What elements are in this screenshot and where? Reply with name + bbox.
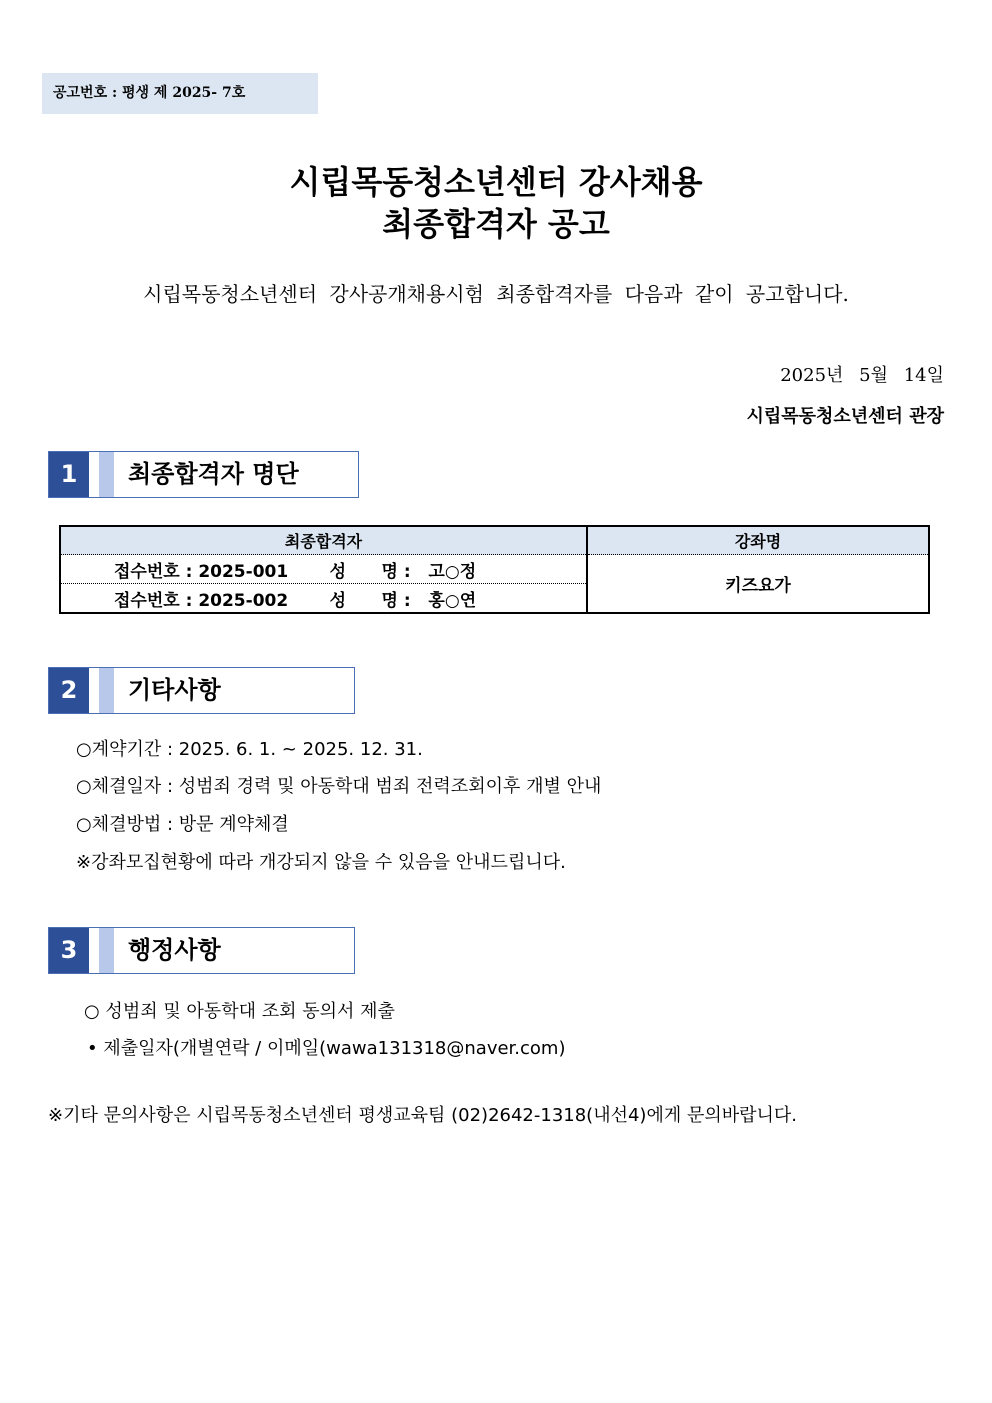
section-title: 행정사항 xyxy=(128,936,221,964)
table-row xyxy=(60,555,929,584)
applicant-cell: 접수번호 : 2025-001 성 명 : 고○정 xyxy=(60,555,587,584)
table-header-course: 강좌명 xyxy=(587,526,929,555)
notice-number: 공고번호 : 평생 제 2025- 7호 xyxy=(42,73,318,114)
section-number: 3 xyxy=(49,928,89,973)
section-header-1 xyxy=(48,451,359,498)
section-number: 1 xyxy=(49,452,89,497)
notice-date: 2025년 5월 14일 xyxy=(780,365,944,386)
section-accent-bar xyxy=(99,668,114,713)
contact-footer: ※기타 문의사항은 시립목동청소년센터 평생교육팀 (02)2642-1318(내선4)에게 문의바랍니다. xyxy=(48,1105,797,1126)
organization-signature: 시립목동청소년센터 관장 xyxy=(746,406,944,427)
section-accent-bar xyxy=(99,452,114,497)
document-title-line2: 최종합격자 공고 xyxy=(382,205,610,243)
course-notice-item: ※강좌모집현황에 따라 개강되지 않을 수 있음을 안내드립니다. xyxy=(76,852,566,873)
section-header-3 xyxy=(48,927,355,974)
finalist-table xyxy=(59,525,930,614)
document-title-line1: 시립목동청소년센터 강사채용 xyxy=(289,163,703,201)
section-title: 최종합격자 명단 xyxy=(128,460,299,488)
table-header-finalist: 최종합격자 xyxy=(60,526,587,555)
table-header-row xyxy=(60,526,929,555)
section-number: 2 xyxy=(49,668,89,713)
section-accent-bar xyxy=(99,928,114,973)
contract-date-item: ○체결일자 : 성범죄 경력 및 아동학대 범죄 전력조회이후 개별 안내 xyxy=(76,776,602,797)
section-header-2 xyxy=(48,667,355,714)
contract-period-item: ○계약기간 : 2025. 6. 1. ~ 2025. 12. 31. xyxy=(76,739,423,760)
contract-method-item: ○체결방법 : 방문 계약체결 xyxy=(76,814,289,835)
intro-text: 시립목동청소년센터 강사공개채용시험 최종합격자를 다음과 같이 공고합니다. xyxy=(143,282,849,306)
submission-item: • 제출일자(개별연락 / 이메일(wawa131318@naver.com) xyxy=(87,1038,566,1059)
course-name-cell: 키즈요가 xyxy=(725,576,791,596)
applicant-cell: 접수번호 : 2025-002 성 명 : 홍○연 xyxy=(60,584,587,614)
consent-form-item: ○ 성범죄 및 아동학대 조회 동의서 제출 xyxy=(84,1001,395,1022)
section-title: 기타사항 xyxy=(128,676,221,704)
